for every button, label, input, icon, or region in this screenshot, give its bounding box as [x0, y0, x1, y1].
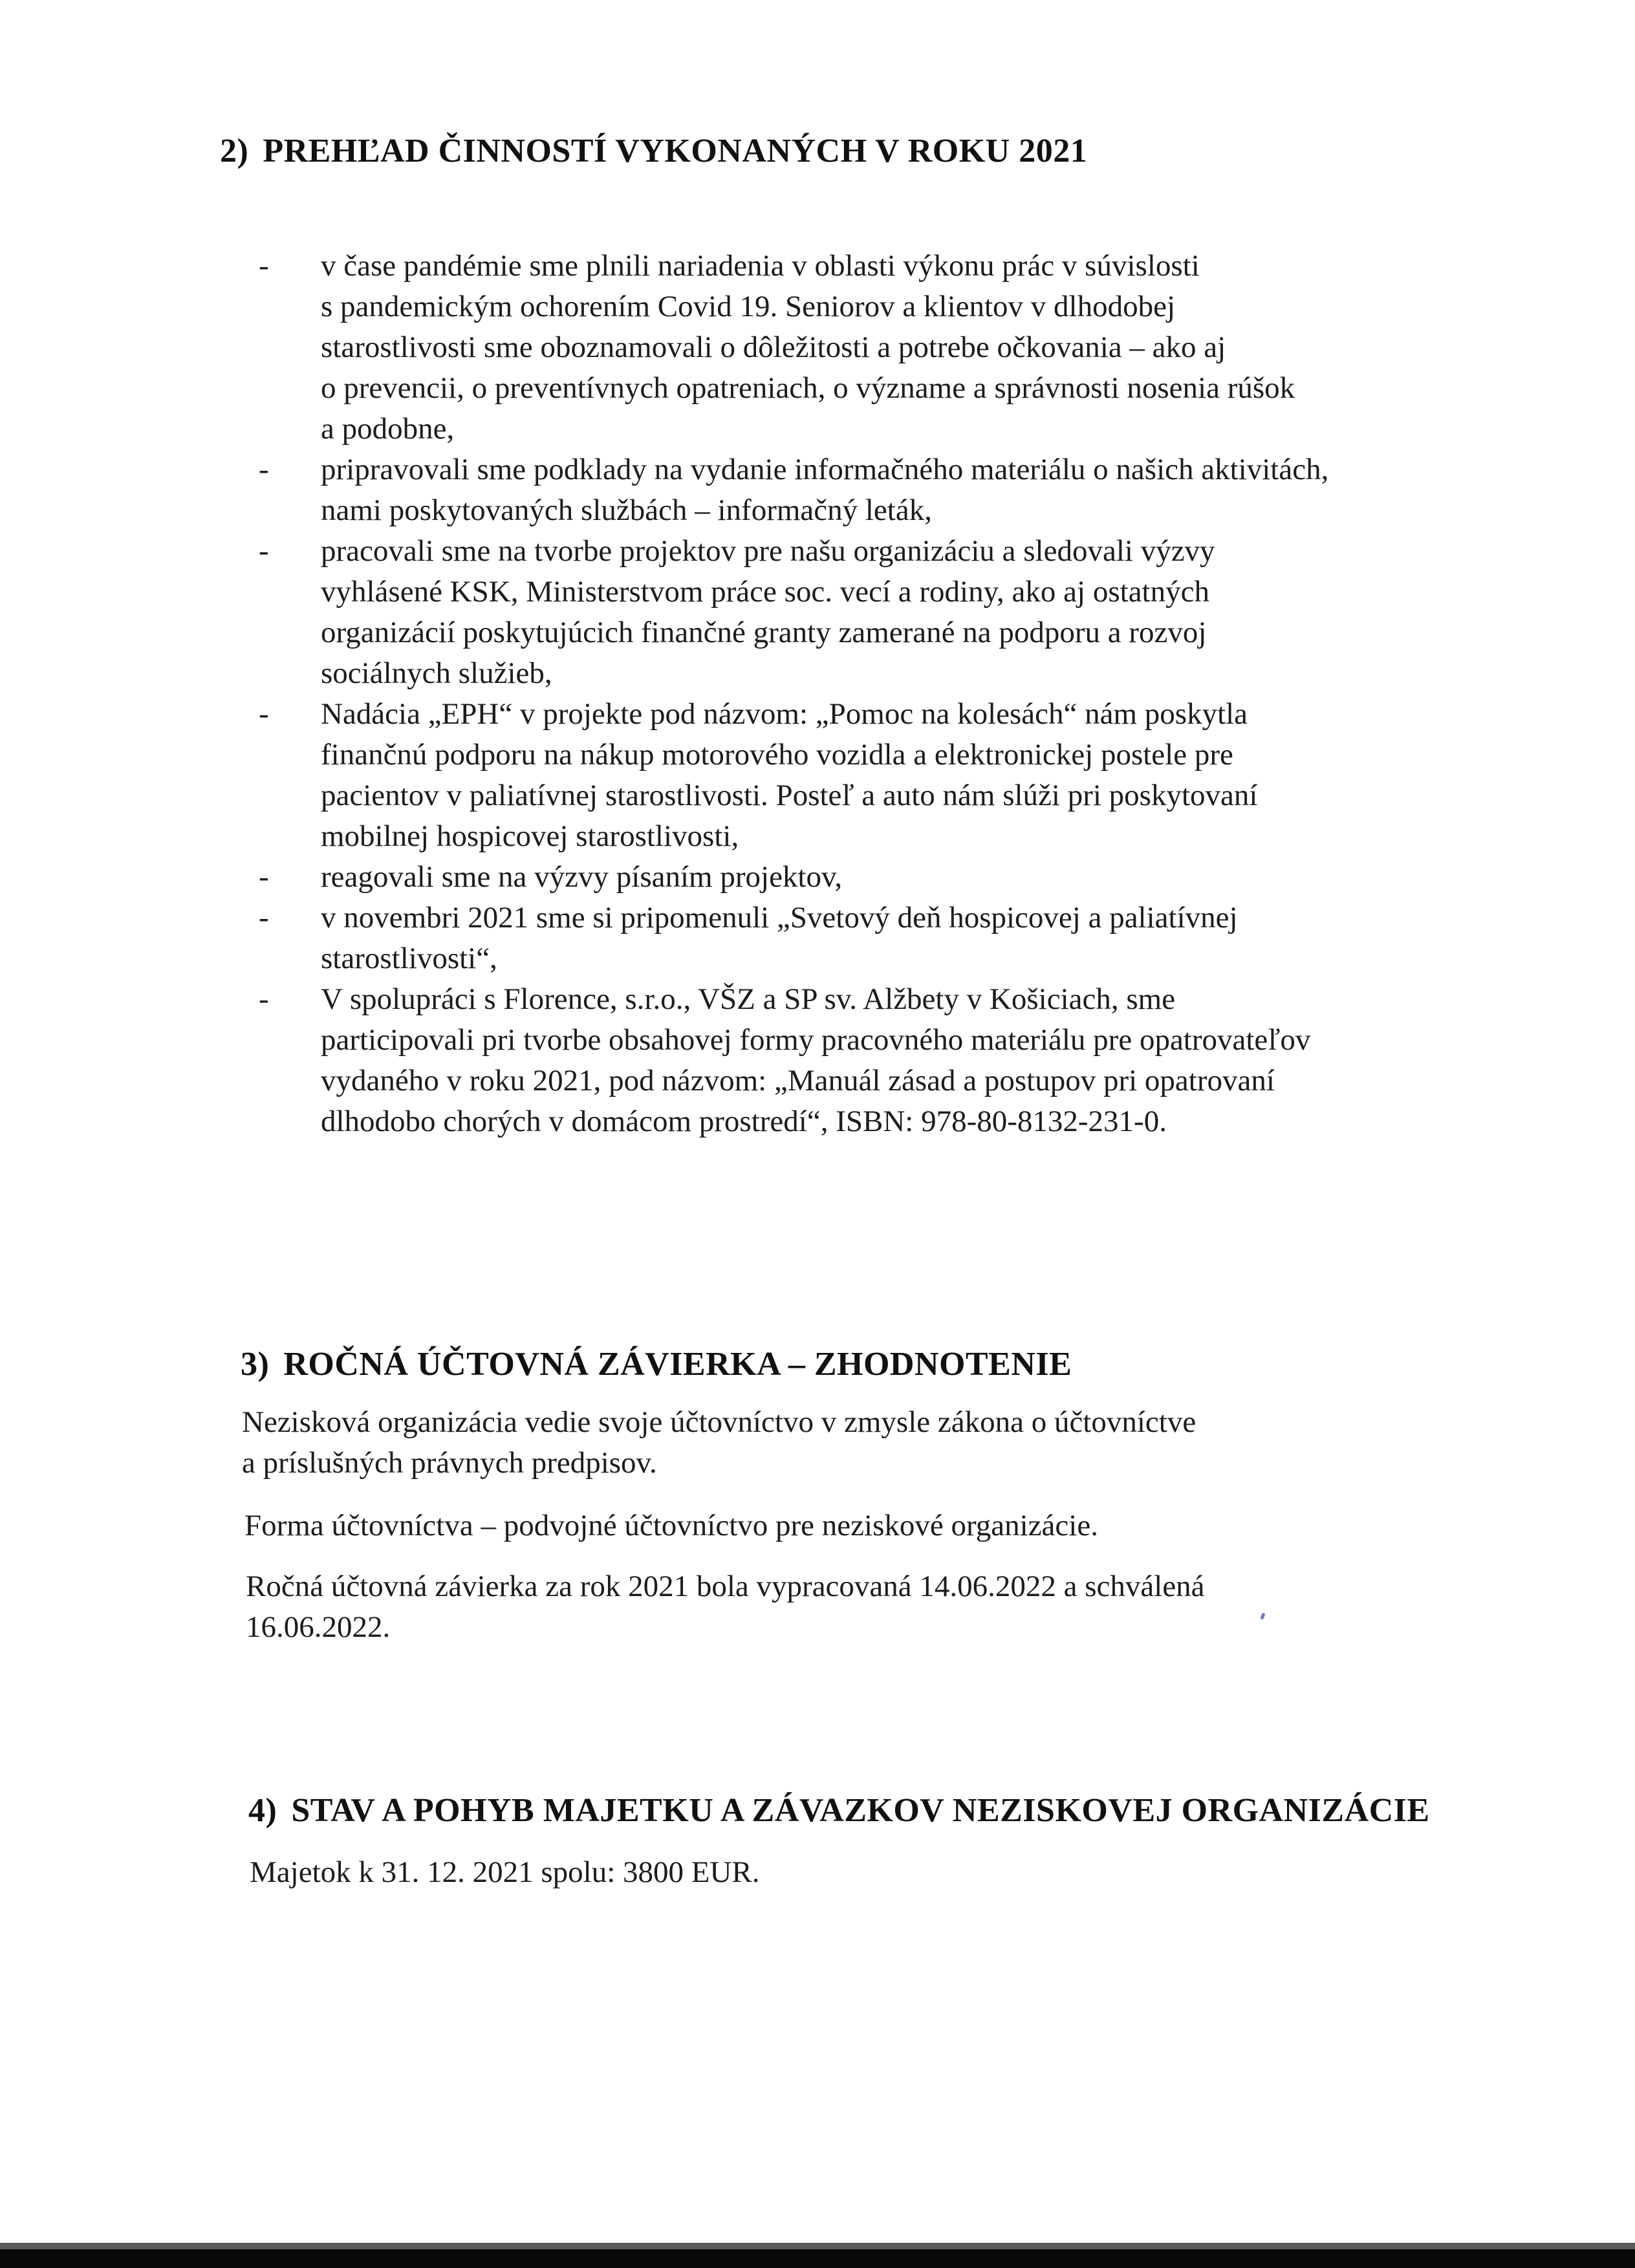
- bullet-dash: -: [259, 901, 269, 934]
- bullet-dash: -: [259, 697, 269, 731]
- paragraph-line: Majetok k 31. 12. 2021 spolu: 3800 EUR.: [250, 1855, 760, 1889]
- accounting-paragraph-3: [246, 1566, 1205, 1648]
- list-item-line: s pandemickým ochorením Covid 19. Seniorov a klientov v dlhodobej: [321, 290, 1176, 323]
- section-2-title: PREHĽAD ČINNOSTÍ VYKONANÝCH V ROKU 2021: [263, 133, 1088, 169]
- activities-list: [259, 246, 1410, 1142]
- list-item-line: vydaného v roku 2021, pod názvom: „Manuál zásad a postupov pri opatrovaní: [321, 1064, 1275, 1097]
- list-item-line: starostlivosti sme oboznamovali o dôležitosti a potrebe očkovania – ako aj: [321, 330, 1226, 364]
- bullet-dash: -: [259, 249, 269, 283]
- list-item-line: V spolupráci s Florence, s.r.o., VŠZ a SP sv. Alžbety v Košiciach, sme: [321, 982, 1176, 1016]
- section-3-heading: [241, 1345, 1072, 1383]
- paragraph-line: Ročná účtovná závierka za rok 2021 bola vypracovaná 14.06.2022 a schválená: [246, 1570, 1205, 1603]
- scan-edge-bar: [0, 2249, 1635, 2268]
- paragraph-line: a príslušných právnych predpisov.: [242, 1446, 657, 1480]
- list-item-line: vyhlásené KSK, Ministerstvom práce soc. vecí a rodiny, ako aj ostatných: [321, 575, 1209, 609]
- scan-edge-shadow: [0, 2243, 1635, 2249]
- bullet-dash: -: [259, 534, 269, 568]
- list-item-line: a podobne,: [321, 412, 455, 446]
- section-4-title: STAV A POHYB MAJETKU A ZÁVAZKOV NEZISKOVEJ ORGANIZÁCIE: [291, 1792, 1430, 1829]
- list-item: [259, 449, 1410, 531]
- paragraph-line: Forma účtovníctva – podvojné účtovníctvo pre neziskové organizácie.: [244, 1509, 1098, 1542]
- paragraph-line: Nezisková organizácia vedie svoje účtovníctvo v zmysle zákona o účtovníctve: [242, 1405, 1196, 1439]
- accounting-paragraph-2: [244, 1506, 1098, 1546]
- list-item: [259, 857, 1410, 898]
- section-4-heading: [248, 1791, 1430, 1830]
- list-item-line: nami poskytovaných službách – informačný leták,: [321, 493, 932, 527]
- list-item: [259, 694, 1410, 857]
- bullet-dash: -: [259, 860, 269, 894]
- section-3-title: ROČNÁ ÚČTOVNÁ ZÁVIERKA – ZHODNOTENIE: [283, 1346, 1072, 1383]
- list-item-line: pripravovali sme podklady na vydanie informačného materiálu o našich aktivitách,: [321, 453, 1329, 486]
- list-item-line: dlhodobo chorých v domácom prostredí“, ISBN: 978-80-8132-231-0.: [321, 1105, 1167, 1138]
- list-item: [259, 898, 1410, 979]
- list-item: [259, 531, 1410, 694]
- list-item: [259, 246, 1410, 449]
- list-item-line: Nadácia „EPH“ v projekte pod názvom: „Pomoc na kolesách“ nám poskytla: [321, 697, 1248, 731]
- list-item-line: sociálnych služieb,: [321, 656, 552, 690]
- bullet-dash: -: [259, 453, 269, 486]
- section-3-number: 3): [241, 1346, 270, 1383]
- paragraph-line: 16.06.2022.: [246, 1610, 391, 1644]
- list-item-line: v čase pandémie sme plnili nariadenia v oblasti výkonu prác v súvislosti: [321, 249, 1200, 283]
- ink-speck: [1260, 1612, 1265, 1619]
- list-item-line: v novembri 2021 sme si pripomenuli „Svetový deň hospicovej a paliatívnej: [321, 901, 1238, 934]
- list-item-line: mobilnej hospicovej starostlivosti,: [321, 819, 739, 853]
- section-2-number: 2): [220, 133, 249, 169]
- assets-paragraph: [250, 1852, 760, 1893]
- accounting-paragraph-1: [242, 1402, 1196, 1484]
- list-item-line: organizácií poskytujúcich finančné granty zamerané na podporu a rozvoj: [321, 616, 1207, 649]
- list-item-line: starostlivosti“,: [321, 942, 497, 975]
- list-item-line: reagovali sme na výzvy písaním projektov,: [321, 860, 843, 894]
- bullet-dash: -: [259, 982, 269, 1016]
- list-item-line: finančnú podporu na nákup motorového vozidla a elektronickej postele pre: [321, 738, 1233, 772]
- list-item-line: pracovali sme na tvorbe projektov pre našu organizáciu a sledovali výzvy: [321, 534, 1215, 568]
- section-2-heading: [220, 132, 1087, 170]
- list-item-line: participovali pri tvorbe obsahovej formy pracovného materiálu pre opatrovateľov: [321, 1023, 1311, 1057]
- section-4-number: 4): [248, 1792, 277, 1829]
- list-item: [259, 979, 1410, 1142]
- list-item-line: pacientov v paliatívnej starostlivosti. Posteľ a auto nám slúži pri poskytovaní: [321, 779, 1258, 812]
- list-item-line: o prevencii, o preventívnych opatreniach, o význame a správnosti nosenia rúšok: [321, 371, 1295, 405]
